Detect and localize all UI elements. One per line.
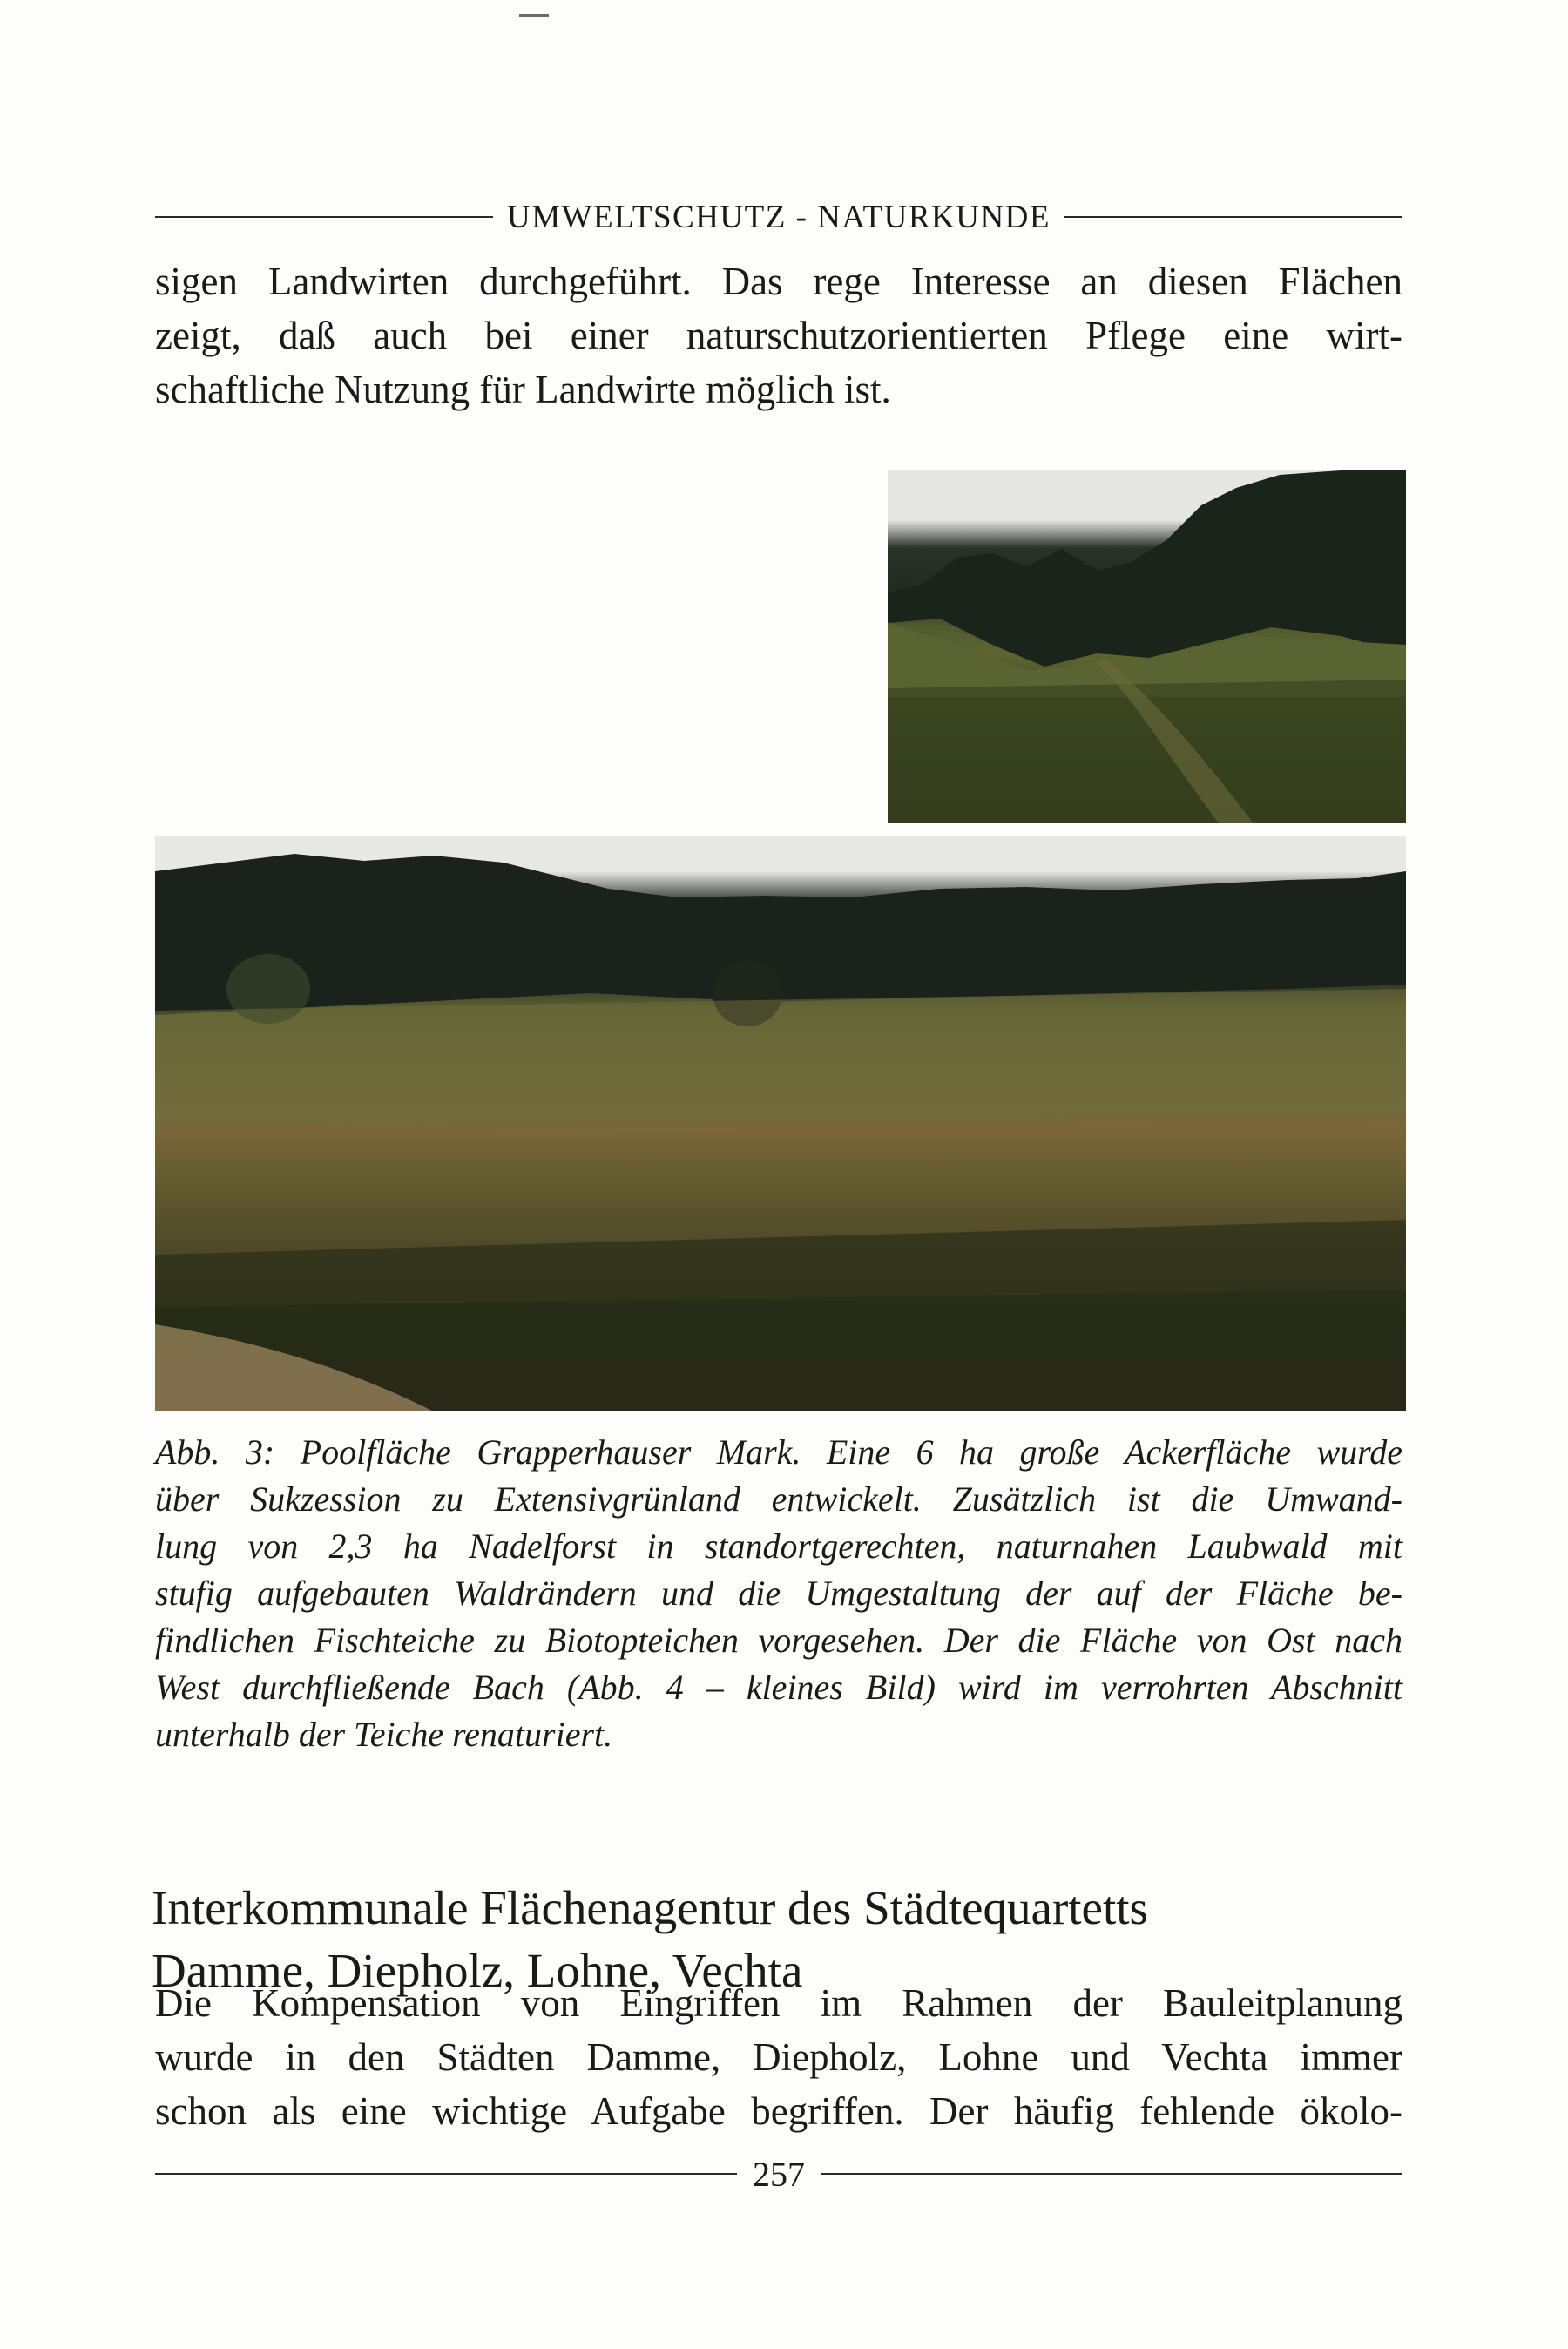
section-paragraph — [155, 1976, 1402, 2138]
caption-line: lung von 2,3 ha Nadelforst in standortgerechten, naturnahen Laubwald mit — [155, 1527, 1402, 1566]
caption-line: stufig aufgebauten Waldrändern und die Umgestaltung der auf der Fläche be- — [155, 1574, 1402, 1613]
top-mark — [519, 14, 549, 17]
caption-line: findlichen Fischteiche zu Biotopteichen vorgesehen. Der die Fläche von Ost nach — [155, 1621, 1402, 1660]
heading-line: Damme, Diepholz, Lohne, Vechta — [152, 1943, 803, 1997]
footer-rule-left — [155, 2173, 737, 2175]
header-rule-right — [1064, 216, 1402, 218]
caption-line: unterhalb der Teiche renaturiert. — [155, 1715, 613, 1754]
caption-line: Abb. 3: Poolfläche Grapperhauser Mark. Eine 6 ha große Ackerfläche wurde — [155, 1432, 1402, 1472]
meadow-stream-photo — [888, 470, 1406, 823]
intro-line: schaftliche Nutzung für Landwirte möglich ist. — [155, 368, 891, 411]
intro-paragraph — [155, 254, 1402, 416]
running-header — [155, 195, 1402, 239]
page-number: 257 — [753, 2154, 805, 2194]
section-line: Die Kompensation von Eingriffen im Rahmen der Bauleitplanung — [155, 1981, 1402, 2025]
caption-line: West durchfließende Bach (Abb. 4 – kleines Bild) wird im verrohrten Abschnitt — [155, 1668, 1402, 1707]
footer-rule-right — [821, 2173, 1402, 2175]
intro-line: zeigt, daß auch bei einer naturschutzorientierten Pflege eine wirt- — [155, 314, 1402, 357]
running-header-title: UMWELTSCHUTZ - NATURKUNDE — [507, 199, 1051, 235]
header-rule-left — [155, 216, 493, 218]
heading-line: Interkommunale Flächenagentur des Städtequartetts — [152, 1880, 1148, 1934]
section-line: wurde in den Städten Damme, Diepholz, Lohne und Vechta immer — [155, 2035, 1402, 2079]
caption-line: über Sukzession zu Extensivgrünland entwickelt. Zusätzlich ist die Umwand- — [155, 1479, 1402, 1519]
figure-caption — [155, 1429, 1402, 1758]
section-line: schon als eine wichtige Aufgabe begriffen. Der häufig fehlende ökolo- — [155, 2089, 1402, 2133]
meadow-landscape-photo — [155, 836, 1406, 1411]
page-footer — [155, 2152, 1402, 2196]
intro-line: sigen Landwirten durchgeführt. Das rege Interesse an diesen Flächen — [155, 260, 1402, 303]
